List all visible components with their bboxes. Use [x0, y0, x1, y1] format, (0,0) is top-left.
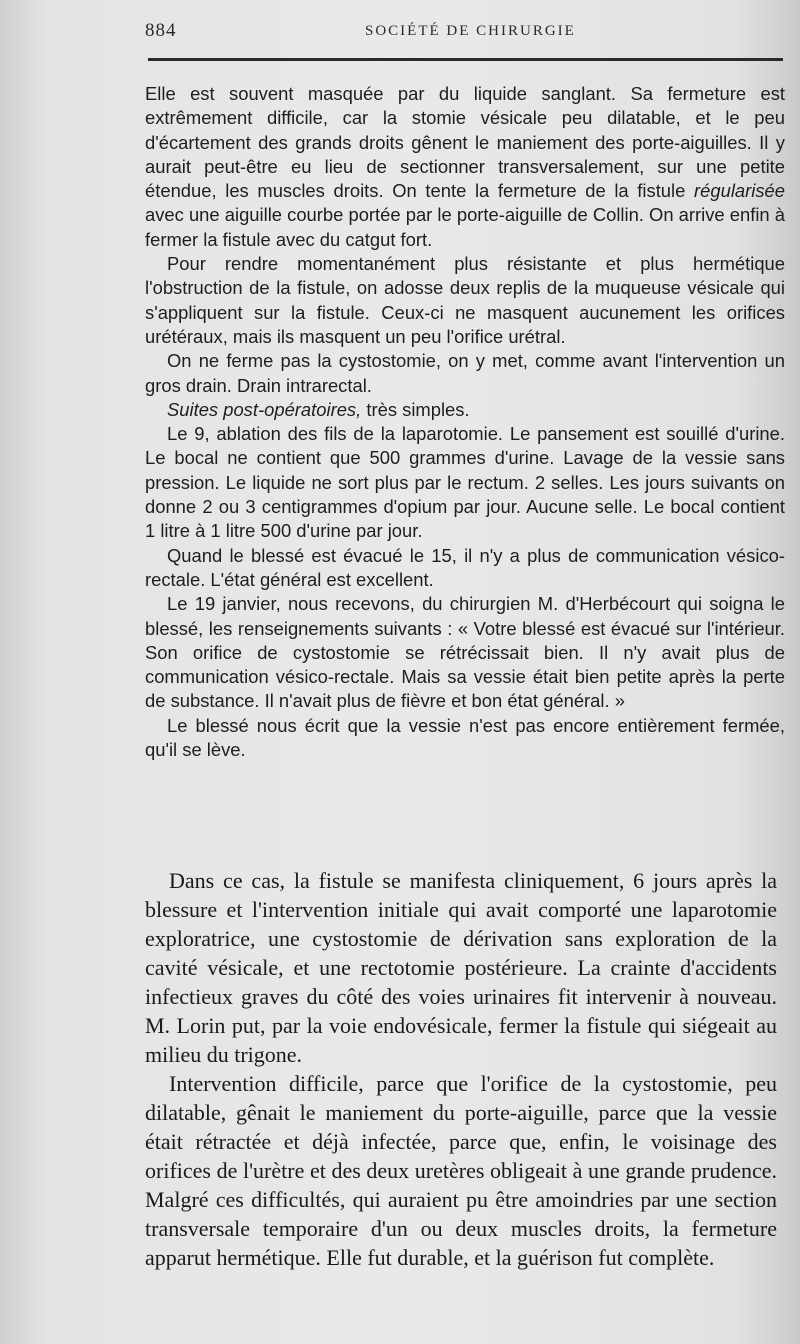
observation-paragraph-3: On ne ferme pas la cystostomie, on y met, comme avant l'intervention un gros drain. Drain intrarectal.	[145, 350, 785, 396]
commentary-paragraph-1: Dans ce cas, la fistule se manifesta cliniquement, 6 jours après la blessure et l'intervention initiale qui avait comporté une laparotomie exploratrice, une cystostomie de dérivation sans exploration de la cavité vésicale, et une rectotomie postérieure. La crainte d'accidents infectieux graves du côté des voies urinaires fit intervenir à nouveau. M. Lorin put, par la voie endovésicale, fermer la fistule qui siégeait au milieu du trigone.	[145, 868, 777, 1067]
observation-paragraph-7: Le 19 janvier, nous recevons, du chirurgien M. d'Herbécourt qui soigna le blessé, les renseignements suivants : « Votre blessé est évacué sur l'intérieur. Son orifice de cystostomie se rétrécissait bien. Il n'y avait plus de communication vésico-rectale. Mais sa vessie était bien petite après la perte de substance. Il n'avait plus de fièvre et bon état général. »	[145, 593, 785, 712]
observation-paragraph-4: Suites post-opératoires, très simples.	[167, 398, 470, 420]
header-rule	[148, 58, 783, 61]
running-head: SOCIÉTÉ DE CHIRURGIE	[365, 23, 576, 39]
observation-paragraph-6: Quand le blessé est évacué le 15, il n'y a plus de communication vésico-rectale. L'état général est excellent.	[145, 544, 785, 590]
commentary-text	[145, 866, 777, 1272]
commentary-paragraph-2: Intervention difficile, parce que l'orifice de la cystostomie, peu dilatable, gênait le maniement du porte-aiguille, parce que la vessie était rétractée et déjà infectée, parce que, enfin, le voisinage des orifices de l'urètre et des deux uretères obligeait à une grande prudence. Malgré ces difficultés, qui auraient pu être amoindries par une section transversale temporaire d'un ou deux muscles droits, la fermeture apparut hermétique. Elle fut durable, et la guérison fut complète.	[145, 1071, 777, 1270]
observation-paragraph-5: Le 9, ablation des fils de la laparotomie. Le pansement est souillé d'urine. Le bocal ne contient que 500 grammes d'urine. Lavage de la vessie sans pression. Le liquide ne sort plus par le rectum. 2 selles. Les jours suivants on donne 2 ou 3 centigrammes d'opium par jour. Aucune selle. Le bocal contient 1 litre à 1 litre 500 d'urine par jour.	[145, 423, 785, 542]
observation-text	[145, 82, 785, 762]
observation-paragraph-1: Elle est souvent masquée par du liquide sanglant. Sa fermeture est extrêmement difficile, car la stomie vésicale peu dilatable, et le peu d'écartement des grands droits gênent le maniement des porte-aiguilles. Il y aurait peut-être eu lieu de sectionner transversalement, sur une petite étendue, les muscles droits. On tente la fermeture de la fistule régularisée avec une aiguille courbe portée par le porte-aiguille de Collin. On arrive enfin à fermer la fistule avec du catgut fort.	[145, 83, 785, 250]
observation-paragraph-2: Pour rendre momentanément plus résistante et plus hermétique l'obstruction de la fistule, on adosse deux replis de la muqueuse vésicale qui s'appliquent sur la fistule. Ceux-ci ne masquent aucunement les orifices urétéraux, mais ils masquent un peu l'orifice urétral.	[145, 253, 785, 347]
page-header	[145, 18, 770, 48]
observation-paragraph-8: Le blessé nous écrit que la vessie n'est pas encore entièrement fermée, qu'il se lève.	[145, 714, 785, 761]
page-number: 884	[145, 20, 177, 41]
